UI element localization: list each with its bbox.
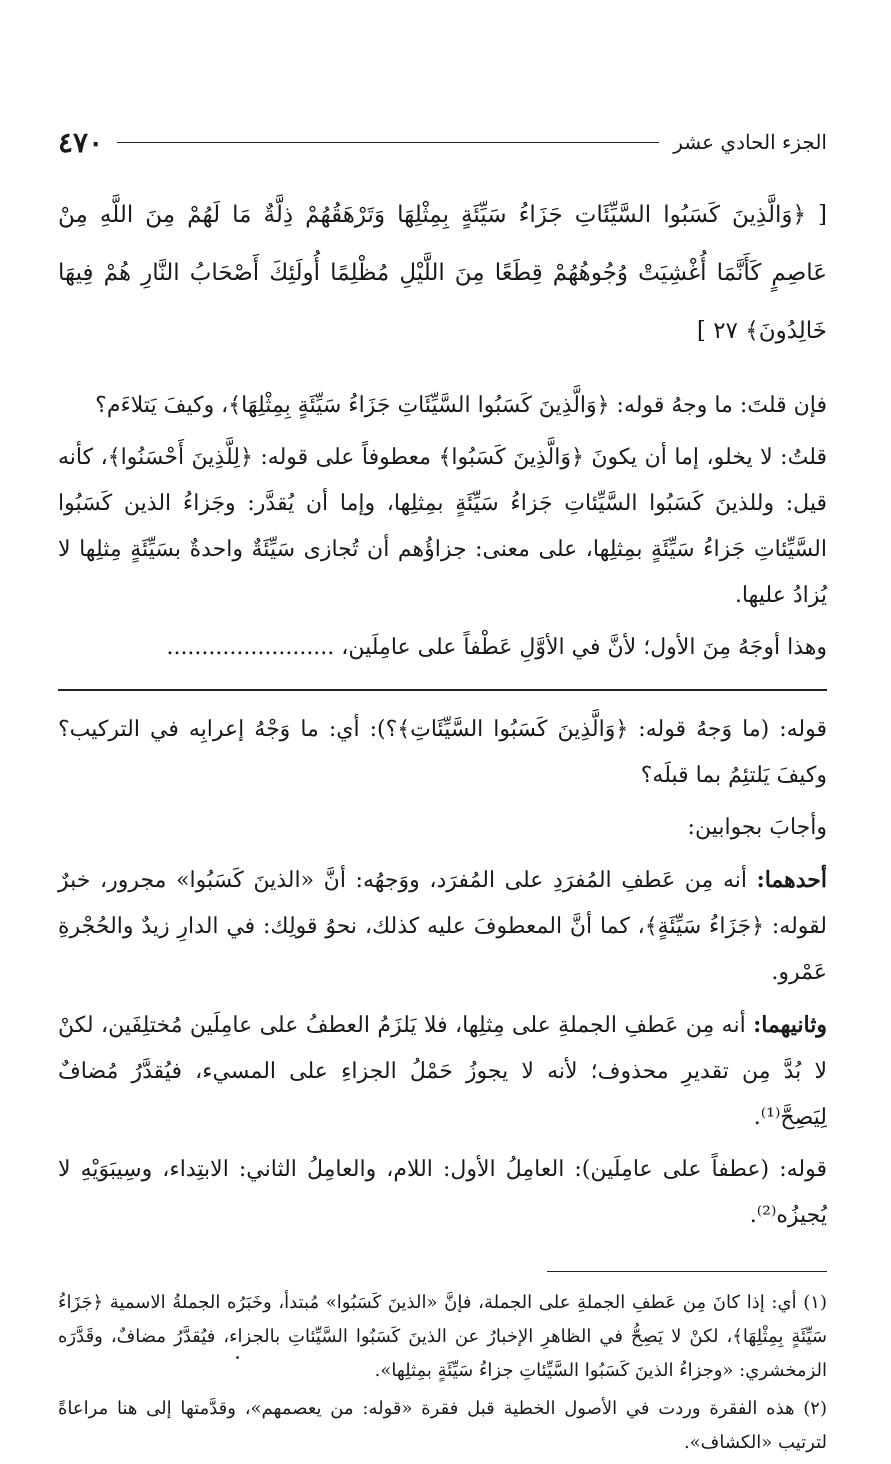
page-speck: [236, 1356, 239, 1359]
footnote-rule-container: [58, 1245, 827, 1286]
second-answer-label: وثانيهما:: [753, 1012, 827, 1038]
commentary-paragraph-4: [58, 1002, 827, 1141]
commentary: [58, 707, 827, 1239]
first-answer-text: أنه مِن عَطفِ المُفرَدِ على المُفرَد، ووَجهُه: أنَّ «الذينَ كَسَبُوا» مجرور، خبرٌ لقوله: ﴿جَزَاءُ سَيِّئَةٍ﴾، كما أنَّ المعطوفَ عليه كذلك، نحوُ قولِك: في الدارِ زيدٌ والحُجْرةِ عَمْرو.: [58, 868, 827, 985]
footnote-rule: [547, 1271, 827, 1272]
footnote-1: (١) أي: إذا كانَ مِن عَطفِ الجملةِ على الجملة، فإنَّ «الذينَ كَسَبُوا» مُبتدأ، وخَبَرُه الجملةُ الاسمية ﴿جَزَاءُ سَيِّئَةٍ بِمِثْلِهَا﴾، لكنْ لا يَصِحُّ في الظاهرِ الإخبارُ عن الذينَ كَسَبُوا السَّيِّئاتِ بالجزاء، فيُقدَّرُ مضافٌ، وقَدَّرَه الزمخشري: «وجزاءُ الذينَ كَسَبُوا السَّيِّئاتِ جزاءُ سَيِّئَةٍ بمِثلِها».: [58, 1292, 827, 1381]
commentary-paragraph-3: [58, 857, 827, 996]
commentary-paragraph-1: قوله: (ما وَجهُ قوله: ﴿وَالَّذِينَ كَسَبُوا السَّيِّئَاتِ﴾؟): أي: ما وَجْهُ إعرابِه في التركيب؟ وكيفَ يَلتئِمُ بما قبلَه؟: [58, 717, 827, 788]
commentary-paragraph-5: قوله: (عطفاً على عامِلَين): العامِلُ الأول: اللام، والعامِلُ الثاني: الابتِداء، وسِيبَوَيْهِ لا يُجيزُه⁽²⁾.: [58, 1157, 827, 1228]
page-number: ٤٧٠: [58, 125, 104, 159]
first-answer-label: أحدهما:: [756, 867, 827, 893]
footnote-2: (٢) هذه الفقرة وردت في الأصول الخطية قبل فقرة «قوله: من يعصمهم»، وقدَّمتها إلى هنا مراعاةً لترتيب «الكشاف».: [58, 1398, 827, 1453]
header-rule: [117, 142, 659, 143]
main-paragraph-answer: قلتُ: لا يخلو، إما أن يكونَ ﴿وَالَّذِينَ كَسَبُوا﴾ معطوفاً على قوله: ﴿لِلَّذِينَ أَحْسَنُوا﴾، كأنه قيل: وللذينَ كَسَبُوا السَّيِّئاتِ جَزاءُ سَيِّئَةٍ بمِثلِها، وإما أن يُقدَّر: وجَزاءُ الذين كَسَبُوا السَّيِّئاتِ جَزاءُ سَيِّئَةٍ بمِثلِها، على معنى: جزاؤُهم أن تُجازى سَيِّئَةٌ واحدةٌ بسَيِّئَةٍ مِثلِها لا يُزادُ عليها.: [58, 445, 827, 608]
page: [58, 120, 827, 1464]
commentary-paragraph-2: وأجابَ بجوابين:: [687, 815, 827, 840]
main-paragraph-preference: وهذا أوجَهُ مِنَ الأول؛ لأنَّ في الأوَّلِ عَطْفاً على عامِلَين، ........................: [166, 635, 827, 660]
page-header: [58, 120, 827, 164]
footnotes: [58, 1286, 827, 1460]
main-paragraph-question: فإن قلتَ: ما وجهُ قوله: ﴿وَالَّذِينَ كَسَبُوا السَّيِّئَاتِ جَزَاءُ سَيِّئَةٍ بِمِثْلِهَا﴾، وكيفَ يَتلاءَم؟: [95, 393, 827, 418]
main-text: [58, 383, 827, 671]
quran-verse: [ ﴿وَالَّذِينَ كَسَبُوا السَّيِّئَاتِ جَزَاءُ سَيِّئَةٍ بِمِثْلِهَا وَتَرْهَقُهُمْ ذِلَّةٌ مَا لَهُمْ مِنَ اللَّهِ مِنْ عَاصِمٍ كَأَنَّمَا أُغْشِيَتْ وُجُوهُهُمْ قِطَعًا مِنَ اللَّيْلِ مُظْلِمًا أُولَئِكَ أَصْحَابُ النَّارِ هُمْ فِيهَا خَالِدُونَ﴾ ٢٧ ]: [58, 202, 827, 344]
text-commentary-separator: [58, 689, 827, 691]
second-answer-text: أنه مِن عَطفِ الجملةِ على مِثلِها، فلا يَلزَمُ العطفُ على عامِلَين مُختلِفَين، لكنْ لا بُدَّ مِن تقديرِ محذوف؛ لأنه لا يجوزُ حَمْلُ الجزاءِ على المسيء، فيُقدَّرُ مُضافٌ لِيَصِحَّ⁽¹⁾.: [58, 1013, 827, 1130]
running-title: الجزء الحادي عشر: [673, 130, 827, 154]
